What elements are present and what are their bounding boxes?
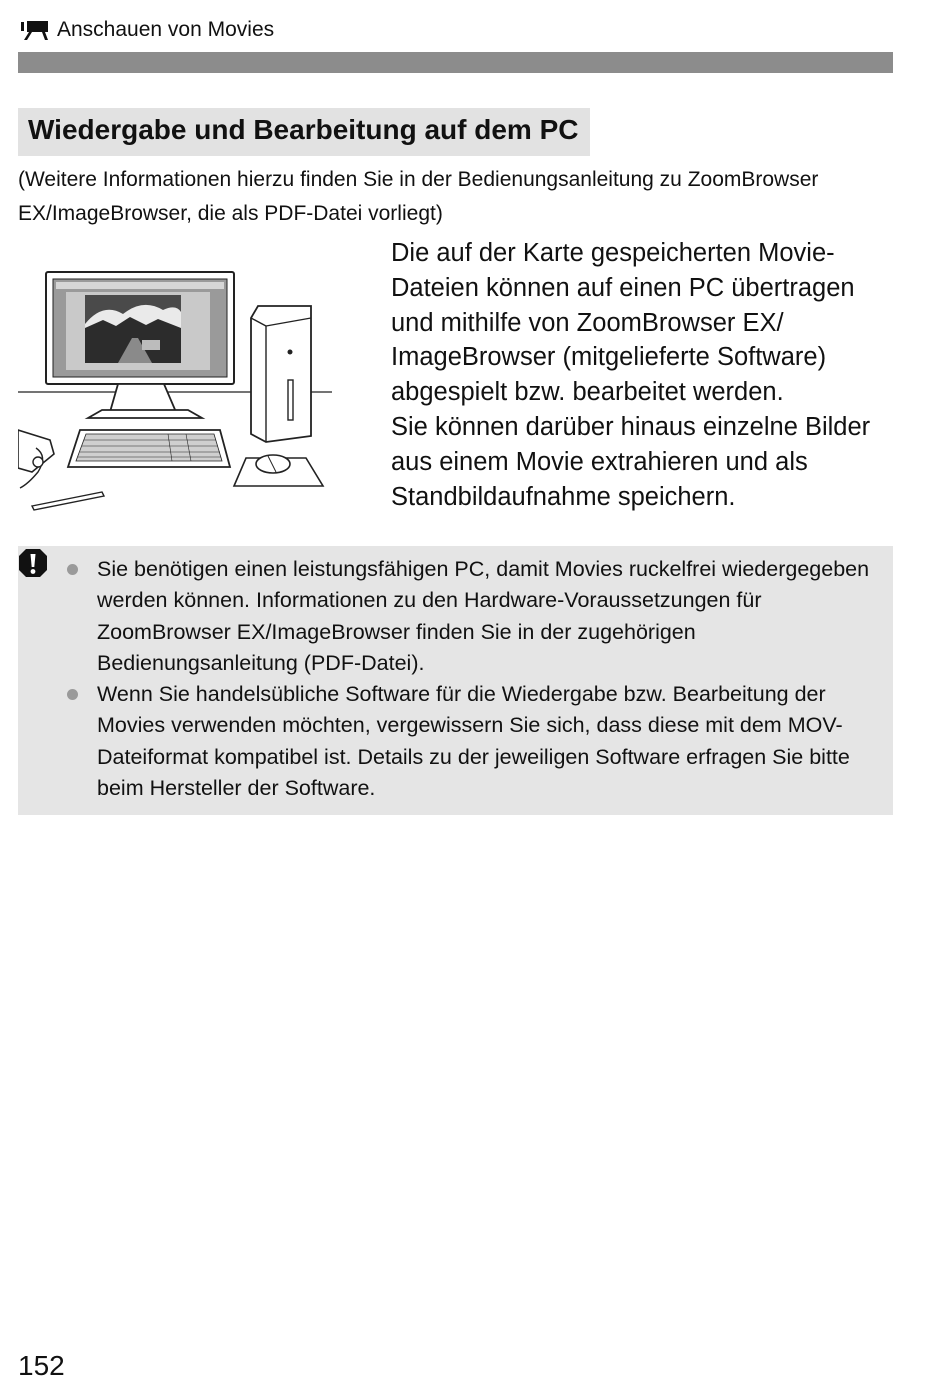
caution-box xyxy=(18,546,893,815)
list-item-text: Sie benötigen einen leistungsfähigen PC, damit Movies ruckelfrei wiedergegeben werden können. Informationen zu den Hardware-Voraussetzungen für ZoomBrowser EX/ImageBrowser finden Sie in der zugehörigen Bedienungsanleitung (PDF-Datei). xyxy=(97,557,870,675)
header-rule-bar xyxy=(18,52,893,73)
computer-setup-illustration xyxy=(18,262,338,518)
section-title: Wiedergabe und Bearbeitung auf dem PC xyxy=(18,108,590,156)
bullet-icon xyxy=(67,564,78,575)
running-header xyxy=(20,16,274,44)
list-item xyxy=(18,679,893,804)
running-header-title: Anschauen von Movies xyxy=(57,18,275,41)
list-item-text: Wenn Sie handelsübliche Software für die Wiedergabe bzw. Bearbeitung der Movies verwenden möchten, vergewissern Sie sich, dass diese mit dem MOV-Dateiformat kompatibel ist. Details zu der jeweiligen Software erfragen Sie bitte beim Hersteller der Software. xyxy=(97,682,850,801)
intro-note: (Weitere Informationen hierzu finden Sie in der Bedienungsanleitung zu ZoomBrowser EX/ImageBrowser, die als PDF-Datei vorliegt) xyxy=(18,168,819,225)
list-item xyxy=(18,554,893,679)
caution-list xyxy=(18,554,893,804)
main-text xyxy=(391,236,896,514)
main-paragraph: Die auf der Karte gespeicherten Movie-Dateien können auf einen PC übertragen und mithilfe von ZoomBrowser EX/ ImageBrowser (mitgelieferte Software) abgespielt bzw. bearbeitet werden. xyxy=(391,239,855,407)
bullet-icon xyxy=(67,689,78,700)
movie-camera-icon xyxy=(20,19,50,41)
page-number: 152 xyxy=(18,1350,65,1381)
main-paragraph: Sie können darüber hinaus einzelne Bilder aus einem Movie extrahieren und als Standbildaufnahme speichern. xyxy=(391,412,871,511)
